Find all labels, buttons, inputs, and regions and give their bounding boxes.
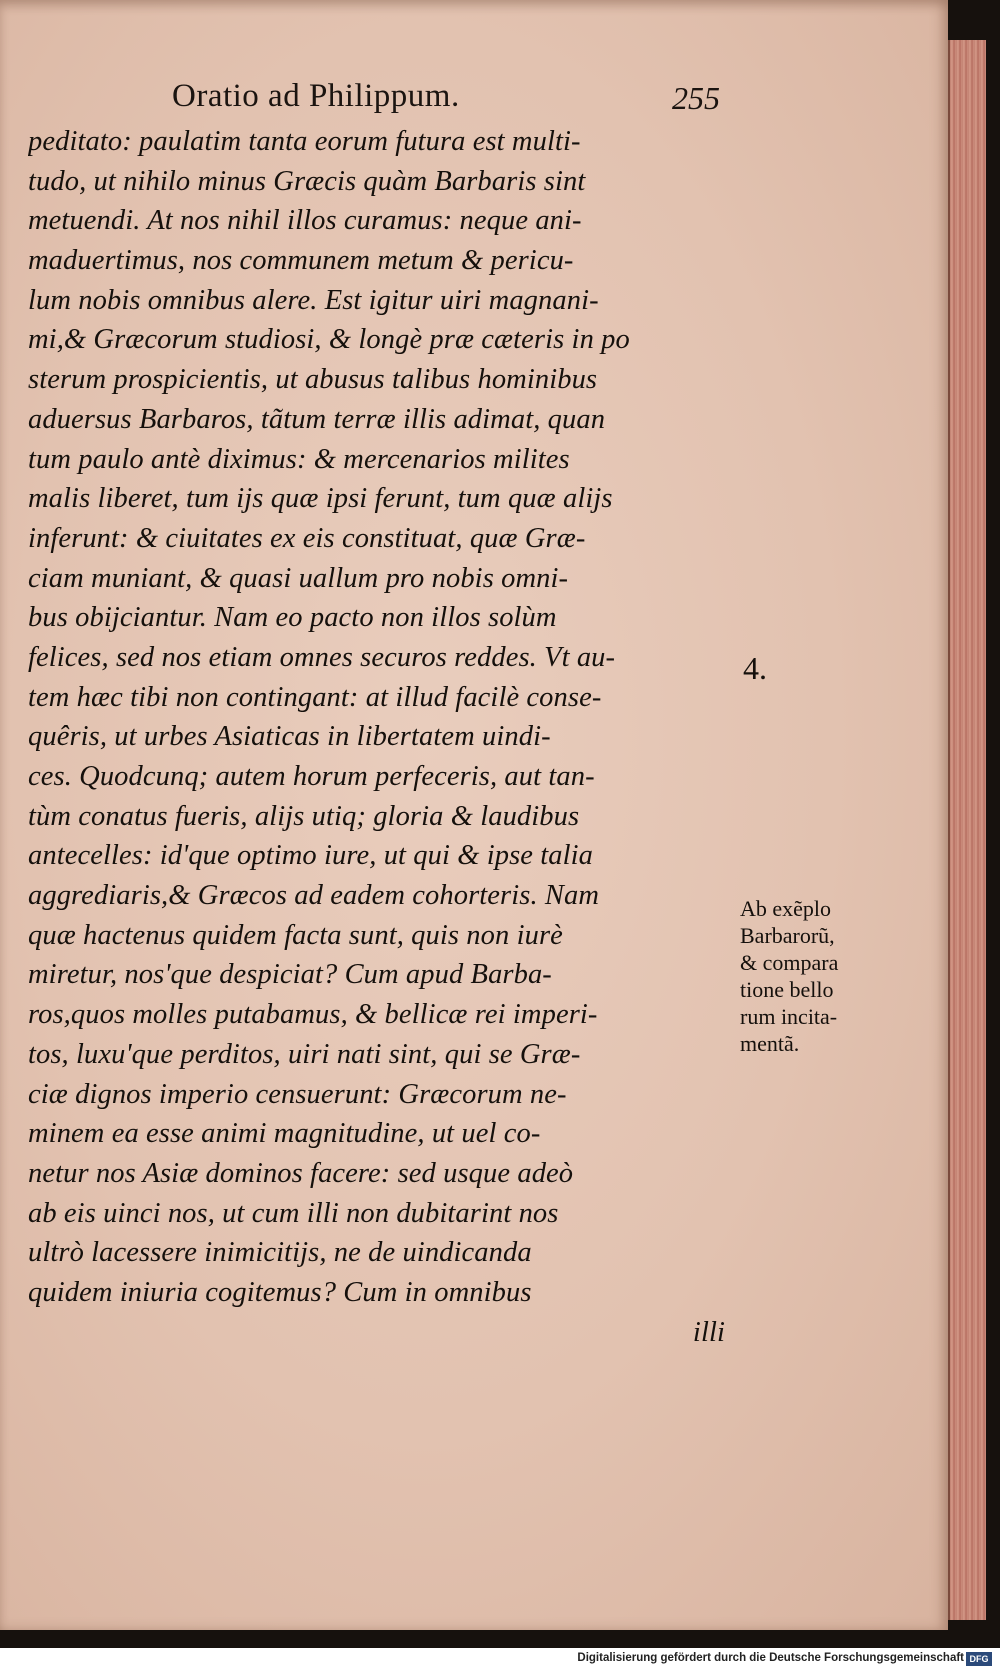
text-line: ab eis uinci nos, ut cum illi non dubitarint nos [28,1197,559,1229]
text-line: bus obijciantur. Nam eo pacto non illos solùm [28,602,557,634]
margin-note-line: rum incita- [740,1004,838,1029]
running-title: Oratio ad Philippum. [172,78,460,114]
text-line: felices, sed nos etiam omnes securos reddes. Vt au- [28,641,616,673]
text-line: mi,& Græcorum studiosi, & longè præ cæteris in po [28,324,630,356]
text-line: aduersus Barbaros, tãtum terræ illis adimat, quan [28,403,606,435]
catchword: illi [692,1316,725,1348]
text-line: sterum prospicientis, ut abusus talibus hominibus [28,364,598,396]
dfg-logo: DFG [966,1652,992,1666]
text-line: quæ hactenus quidem facta sunt, quis non iurè [28,919,563,951]
text-line: quêris, ut urbes Asiaticas in libertatem uindi- [28,721,551,753]
text-line: tùm conatus fueris, alijs utiq; gloria & laudibus [28,800,580,832]
text-line: tem hæc tibi non contingant: at illud facilè conse- [28,681,602,713]
margin-note-line: Barbarorũ, [740,923,835,948]
text-line: ultrò lacessere inimicitijs, ne de uindicanda [28,1237,532,1269]
text-line: malis liberet, tum ijs quæ ipsi ferunt, tum quæ alijs [28,483,613,515]
text-line: maduertimus, nos communem metum & pericu- [28,245,574,277]
page-edges [948,40,986,1620]
page-header [0,78,948,128]
text-line: ces. Quodcunq; autem horum perfeceris, aut tan- [28,761,595,792]
margin-note [740,895,880,1057]
text-line: tum paulo antè diximus: & mercenarios milites [28,443,570,475]
text-line: ciæ dignos imperio censuerunt: Græcorum ne- [28,1078,567,1110]
text-line: lum nobis omnibus alere. Est igitur uiri magnani- [28,284,599,316]
text-line: netur nos Asiæ dominos facere: sed usque adeò [28,1157,574,1189]
margin-note-line: & compara [740,950,839,975]
text-line: ros,quos molles putabamus, & bellicæ rei imperi- [28,999,598,1031]
text-line: peditato: paulatim tanta eorum futura est multi- [28,126,581,157]
section-marker: 4. [743,650,767,686]
text-line: quidem iniuria cogitemus? Cum in omnibus [28,1276,532,1308]
text-line: miretur, nos'que despiciat? Cum apud Barba- [28,959,552,991]
text-line: tos, luxu'que perditos, uiri nati sint, qui se Græ- [28,1038,581,1070]
page-number: 255 [672,80,720,116]
margin-note-line: Ab exẽplo [740,896,832,921]
text-line: ciam muniant, & quasi uallum pro nobis omni- [28,562,569,594]
main-text-block [28,122,733,1352]
text-line: tudo, ut nihilo minus Græcis quàm Barbaris sint [28,165,586,197]
footer-credit: Digitalisierung gefördert durch die Deutsche Forschungsgemeinschaft [577,1652,964,1664]
text-line: minem ea esse animi magnitudine, ut uel co- [28,1118,541,1150]
text-line: antecelles: id'que optimo iure, ut qui & ipse talia [28,840,594,872]
text-line: inferunt: & ciuitates ex eis constituat, quæ Græ- [28,522,586,554]
text-line: metuendi. At nos nihil illos curamus: neque ani- [28,205,582,237]
margin-note-line: tione bello [740,977,834,1002]
text-line: aggrediaris,& Græcos ad eadem cohorteris. Nam [28,880,600,912]
margin-note-line: mentã. [740,1031,800,1056]
